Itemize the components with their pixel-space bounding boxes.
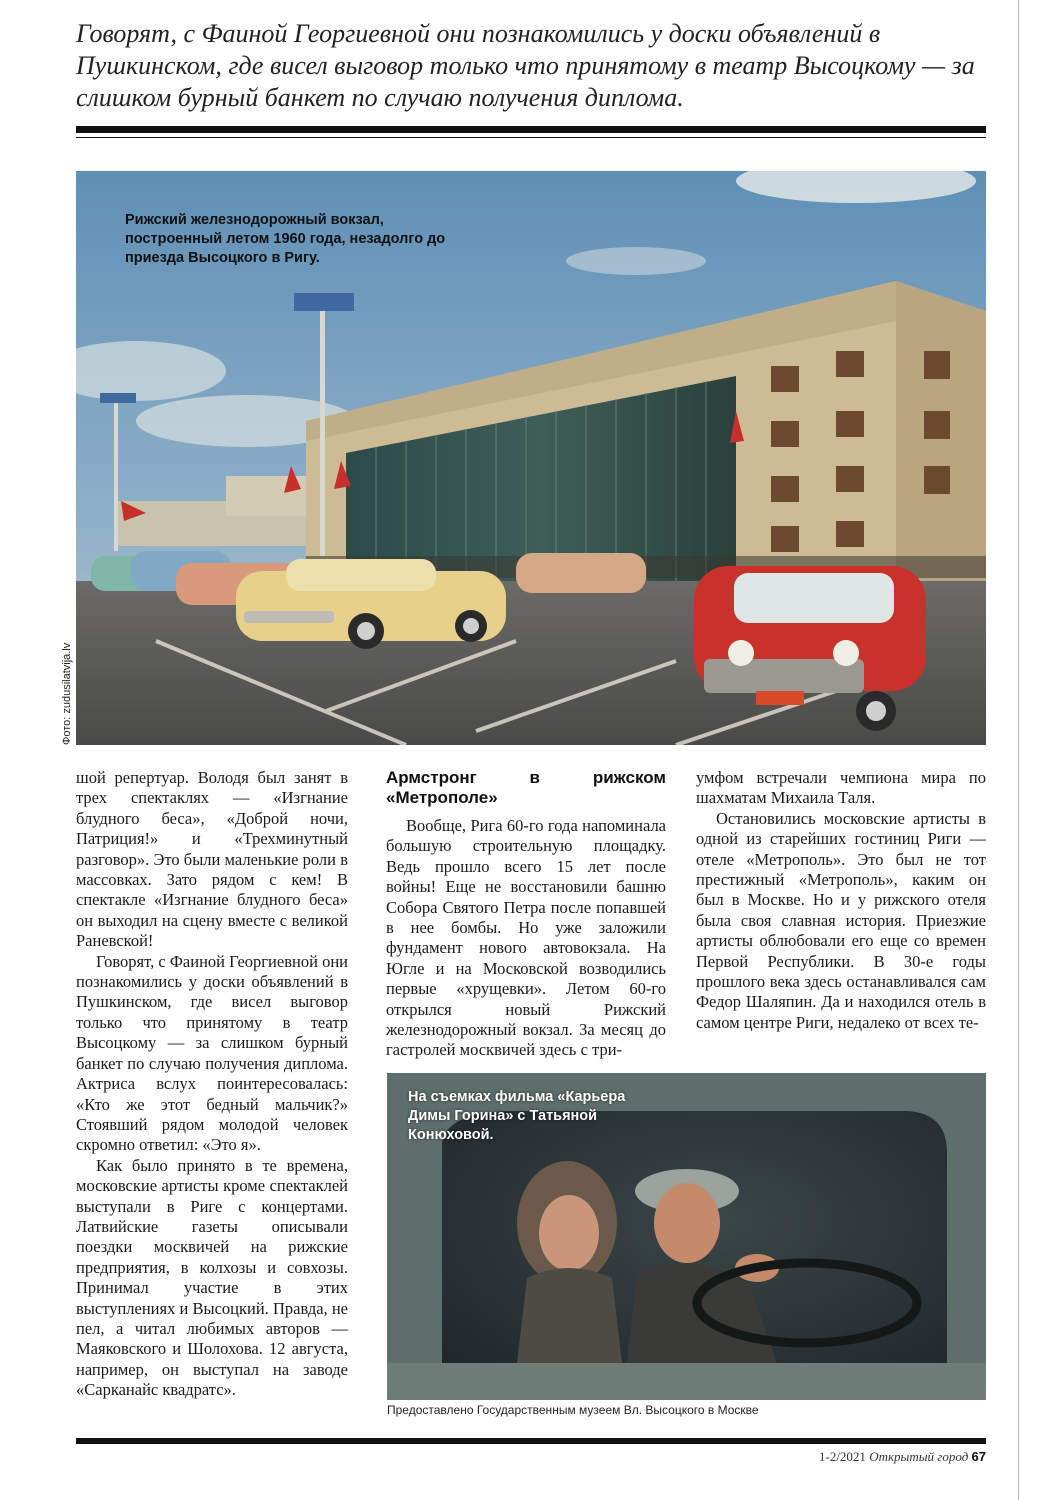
page-footer bbox=[786, 1449, 986, 1465]
rule-thick bbox=[76, 126, 986, 133]
paragraph: умфом встречали чемпиона мира по шахматам Михаила Таля. bbox=[696, 768, 986, 808]
article-column-2 bbox=[386, 768, 666, 1061]
paragraph: Как было принято в те времена, московские артисты кроме спектаклей выступали в Риге с концертами. Латвийские газеты описывали поездки москвичей на рижские предприятия, в колхозы и совхозы. Принимал участие в этих выступлениях и Высоцкий. Правда, не пел, а читал любимых авторов — Маяковского и Шолохова. 12 августа, например, он выступал на заводе «Сарканайс квадратс». bbox=[76, 1155, 348, 1400]
page-edge-line bbox=[1018, 0, 1019, 1500]
paragraph: шой репертуар. Володя был занят в трех спектаклях — «Изгнание блудного беса», «Доброй ночи, Патриция!» и «Трехминутный разговор». Это были маленькие роли в массовках. Зато рядом с кем! В спектакле «Изгнание блудного беса» он выходил на сцену вместе с великой Раневской! bbox=[76, 768, 348, 951]
pull-quote: Говорят, с Фаиной Георгиевной они познакомились у доски объявлений в Пушкинском, где висел выговор только что принятому в театр Высоцкому — за слишком бурный банкет по случаю получения диплома. bbox=[76, 19, 975, 112]
photo-caption-film: На съемках фильма «Карьера Димы Горина» с Татьяной Конюховой. bbox=[408, 1089, 626, 1143]
page-number: 67 bbox=[971, 1449, 986, 1464]
rule-thin bbox=[76, 137, 986, 138]
paragraph: Вообще, Рига 60-го года напоминала большую строительную площадку. Ведь прошло всего 15 лет после войны! Еще не восстановили башню Собора Святого Петра после попавшей в нее бомбы. Но уже заложили фундамент нового автовокзала. На Югле и на Московской возводились первые «хрущевки». Летом 60-го открылся новый Рижский железнодорожный вокзал. За месяц до гастролей москвичей здесь с три- bbox=[386, 816, 666, 1060]
footer-rule bbox=[76, 1438, 986, 1444]
magazine-title: Открытый город bbox=[869, 1449, 969, 1464]
paragraph: Остановились московские артисты в одной из старейших гостиниц Риги — отеле «Метрополь». Это был не тот престижный «Метрополь», каким он был в Москве. Но и у рижского отеля была своя славная история. Приезжие артисты облюбовали его еще со времен Первой Республики. В 30-е годы прошлого века здесь останавливался сам Федор Шаляпин. Да и находился отель в самом центре Риги, недалеко от всех те- bbox=[696, 808, 986, 1032]
issue-number: 1-2/2021 bbox=[818, 1449, 866, 1464]
photo-credit-station: Фото: zudusilatvija.lv bbox=[61, 642, 73, 745]
subheading: Армстронг в рижском «Метрополе» bbox=[386, 768, 666, 807]
paragraph: Говорят, с Фаиной Георгиевной они познакомились у доски объявлений в Пушкинском, где висел выговор только что принятому в театр Высоцкому — за слишком бурный банкет по случаю получения диплома. Актриса вслух поинтересовалась: «Кто же этот бедный мальчик?» Стоявший рядом молодой человек скромно ответил: «Это я». bbox=[76, 951, 348, 1155]
article-column-1 bbox=[76, 768, 348, 1401]
photo-caption-station: Рижский железнодорожный вокзал, построенный летом 1960 года, незадолго до приезда Высоцкого в Ригу. bbox=[125, 212, 446, 266]
article-column-3 bbox=[696, 768, 986, 1033]
photo-credit-film: Предоставлено Государственным музеем Вл. Высоцкого в Москве bbox=[387, 1403, 759, 1417]
